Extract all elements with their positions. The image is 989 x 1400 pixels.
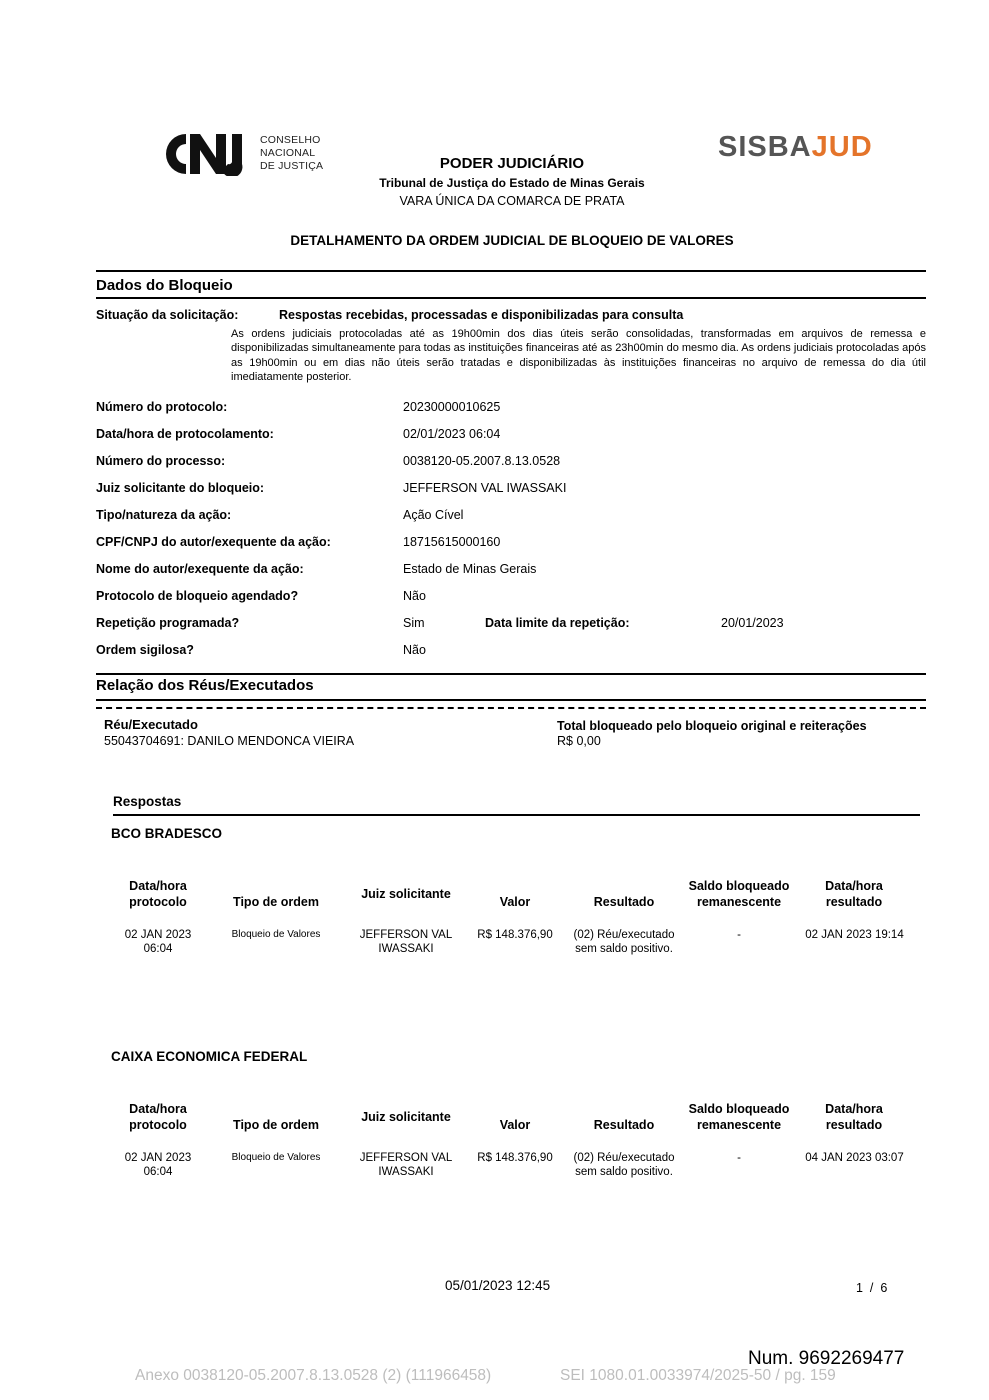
header-valor: Valor — [499, 895, 531, 909]
cell-valor: R$ 148.376,90 — [477, 929, 553, 941]
header-tipo: Tipo de ordem — [233, 895, 319, 909]
header-juiz: Juiz solicitante — [361, 887, 451, 901]
watermark-anexo: Anexo 0038120-05.2007.8.13.0528 (2) (111966458) — [135, 1367, 492, 1384]
header-juiz: Juiz solicitante — [361, 1110, 451, 1124]
header-valor: Valor — [499, 1118, 531, 1132]
header-vara: VARA ÚNICA DA COMARCA DE PRATA — [399, 194, 625, 208]
header-data-resultado: Data/hora resultado — [825, 879, 883, 909]
page-number: 1 / 6 — [856, 1281, 888, 1295]
field-value: 20230000010625 — [403, 400, 501, 414]
field-label: Protocolo de bloqueio agendado? — [96, 589, 299, 603]
header-resultado: Resultado — [593, 895, 655, 909]
cell-saldo: - — [737, 1152, 741, 1164]
field-label: Tipo/natureza da ação: — [96, 508, 232, 522]
divider — [96, 297, 926, 299]
section-title-dados: Dados do Bloqueio — [96, 277, 233, 294]
cell-data-resultado: 02 JAN 2023 19:14 — [805, 929, 904, 941]
header-data-resultado: Data/hora resultado — [825, 1102, 883, 1132]
watermark-sei: SEI 1080.01.0033974/2025-50 / pg. 159 — [560, 1367, 836, 1384]
situacao-value: Respostas recebidas, processadas e disponibilizadas para consulta — [279, 308, 684, 322]
field-label: Número do processo: — [96, 454, 226, 468]
cell-resultado: (02) Réu/executado sem saldo positivo. — [573, 929, 675, 955]
header-tribunal: Tribunal de Justiça do Estado de Minas Gerais — [379, 176, 645, 190]
cell-tipo: Bloqueio de Valores — [231, 1152, 321, 1163]
cell-juiz: JEFFERSON VAL IWASSAKI — [359, 929, 453, 955]
document-number: Num. 9692269477 — [748, 1348, 905, 1369]
header-title: PODER JUDICIÁRIO — [439, 155, 585, 172]
header-tipo: Tipo de ordem — [233, 1118, 319, 1132]
cell-data-protocolo: 02 JAN 2023 06:04 — [124, 929, 192, 955]
divider — [113, 814, 920, 816]
field-label: Repetição programada? — [96, 616, 240, 630]
footer-date: 05/01/2023 12:45 — [445, 1278, 551, 1293]
divider — [96, 673, 926, 675]
field-label: CPF/CNPJ do autor/exequente da ação: — [96, 535, 331, 549]
cell-data-resultado: 04 JAN 2023 03:07 — [805, 1152, 904, 1164]
section-title-reus: Relação dos Réus/Executados — [96, 677, 314, 694]
dashed-divider — [96, 707, 926, 709]
cell-tipo: Bloqueio de Valores — [231, 929, 321, 940]
field-value: 02/01/2023 06:04 — [403, 427, 501, 441]
document-title: DETALHAMENTO DA ORDEM JUDICIAL DE BLOQUEIO DE VALORES — [290, 233, 734, 248]
total-label: Total bloqueado pelo bloqueio original e reiterações — [557, 719, 867, 733]
notice-text: As ordens judiciais protocoladas até as 19h00min dos dias úteis serão consolidadas, transformadas em arquivos de remessa e disponibilizadas simultaneamente para todas as instituições financeiras até as 23h00min do mesmo dia. As ordens judiciais protocoladas após as 19h00min ou em dias não úteis serão tratadas e disponibilizadas às instituições financeiras no arquivo de remessa do dia útil imediatamente posterior. — [231, 328, 926, 384]
limite-value: 20/01/2023 — [721, 616, 784, 630]
situacao-label: Situação da solicitação: — [96, 308, 239, 322]
cnj-logo-text: CONSELHO NACIONAL DE JUSTIÇA — [260, 134, 324, 172]
total-value: R$ 0,00 — [557, 734, 601, 748]
header-data-protocolo: Data/hora protocolo — [129, 1102, 187, 1132]
field-value: JEFFERSON VAL IWASSAKI — [403, 481, 567, 495]
field-value: Estado de Minas Gerais — [403, 562, 537, 576]
divider — [96, 270, 926, 272]
field-label: Data/hora de protocolamento: — [96, 427, 274, 441]
cell-valor: R$ 148.376,90 — [477, 1152, 553, 1164]
field-label: Juiz solicitante do bloqueio: — [96, 481, 265, 495]
reu-value: 55043704691: DANILO MENDONCA VIEIRA — [104, 734, 355, 748]
header-resultado: Resultado — [593, 1118, 655, 1132]
bank-name: CAIXA ECONOMICA FEDERAL — [111, 1049, 308, 1064]
header-saldo: Saldo bloqueado remanescente — [688, 1102, 790, 1132]
divider — [96, 699, 926, 701]
sisbajud-logo: SISBAJUD — [718, 131, 873, 163]
field-label: Número do protocolo: — [96, 400, 228, 414]
cell-resultado: (02) Réu/executado sem saldo positivo. — [573, 1152, 675, 1178]
cell-data-protocolo: 02 JAN 2023 06:04 — [124, 1152, 192, 1178]
field-value: Não — [403, 589, 426, 603]
cell-saldo: - — [737, 929, 741, 941]
field-value: Não — [403, 643, 426, 657]
bank-name: BCO BRADESCO — [111, 826, 223, 841]
limite-label: Data limite da repetição: — [485, 616, 630, 630]
field-label: Ordem sigilosa? — [96, 643, 194, 657]
field-label: Nome do autor/exequente da ação: — [96, 562, 304, 576]
field-value: 0038120-05.2007.8.13.0528 — [403, 454, 561, 468]
reu-label: Réu/Executado — [104, 717, 198, 732]
cell-juiz: JEFFERSON VAL IWASSAKI — [359, 1152, 453, 1178]
field-value: Sim — [403, 616, 425, 630]
header-data-protocolo: Data/hora protocolo — [129, 879, 187, 909]
field-value: Ação Cível — [403, 508, 464, 522]
field-value: 18715615000160 — [403, 535, 501, 549]
header-saldo: Saldo bloqueado remanescente — [688, 879, 790, 909]
respostas-title: Respostas — [113, 794, 182, 809]
